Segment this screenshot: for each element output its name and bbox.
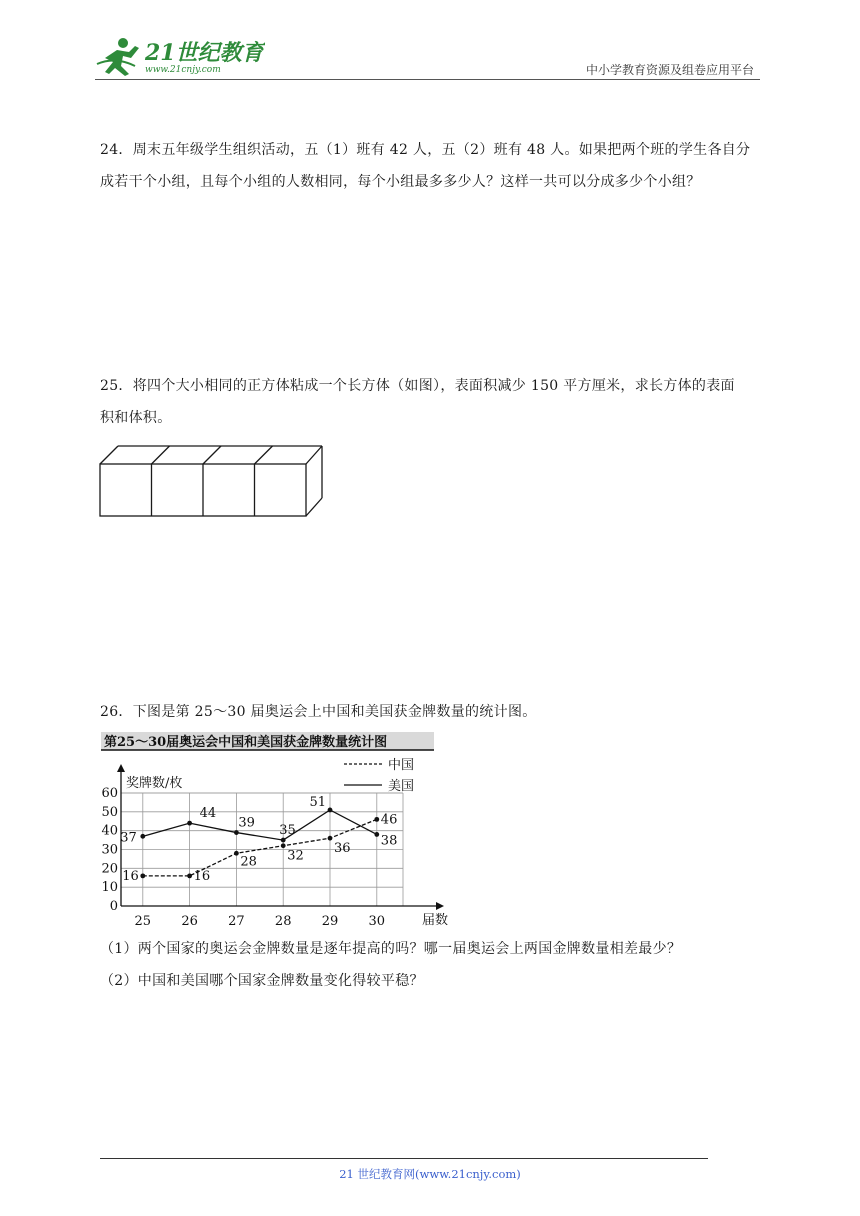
runner-icon — [97, 38, 139, 76]
data-label: 36 — [334, 841, 351, 857]
chart-title: 第25～30届奥运会中国和美国获金牌数量统计图 — [104, 735, 388, 750]
question-26-sub1: （1）两个国家的奥运会金牌数量是逐年提高的吗？哪一届奥运会上两国金牌数量相差最少？ — [100, 941, 682, 957]
logo-text: 21世纪教育 — [145, 40, 264, 66]
data-label: 35 — [279, 823, 296, 839]
footer-text: 21 世纪教育网(www.21cnjy.com) — [339, 1167, 521, 1181]
data-point — [234, 851, 239, 856]
x-tick-label: 29 — [321, 914, 339, 929]
x-axis-arrow — [436, 902, 444, 910]
x-axis-label: 届数 — [422, 913, 449, 928]
question-24 — [100, 134, 770, 198]
y-axis-arrow — [117, 764, 125, 772]
data-label: 51 — [309, 794, 326, 810]
question-26-subs — [100, 933, 770, 997]
data-point — [140, 873, 145, 878]
y-tick-label: 0 — [109, 899, 118, 914]
data-label: 44 — [199, 806, 217, 822]
data-point — [328, 836, 333, 841]
y-tick-label: 50 — [101, 804, 118, 820]
question-25 — [100, 370, 770, 434]
data-label: 38 — [380, 833, 398, 849]
question-25-line2: 积和体积。 — [100, 410, 172, 426]
question-24-line1: 24．周末五年级学生组织活动，五（1）班有 42 人，五（2）班有 48 人。如果把两个班的学生各自分 — [100, 142, 751, 158]
medal-chart — [96, 730, 466, 934]
question-26-intro-text: 26．下图是第 25～30 届奥运会上中国和美国获金牌数量的统计图。 — [100, 704, 537, 720]
y-tick-label: 30 — [101, 842, 118, 858]
y-tick-label: 20 — [101, 861, 118, 877]
x-tick-label: 30 — [368, 914, 386, 929]
data-point — [234, 830, 239, 835]
data-point — [281, 843, 286, 848]
data-point — [281, 838, 286, 843]
series-line-usa — [143, 810, 377, 840]
y-tick-label: 40 — [101, 823, 118, 839]
data-label: 37 — [120, 830, 137, 846]
chart-series — [120, 795, 397, 884]
chart-grid — [121, 793, 403, 906]
data-point — [187, 821, 192, 826]
y-axis-label: 奖牌数/枚 — [126, 776, 183, 791]
cuboid-figure — [98, 444, 328, 524]
data-label: 32 — [287, 848, 304, 864]
data-label: 16 — [122, 868, 139, 884]
legend-label: 美国 — [388, 779, 415, 794]
platform-label: 中小学教育资源及组卷应用平台 — [585, 63, 754, 77]
logo-url: www.21cnjy.com — [145, 65, 221, 75]
chart-legend — [344, 757, 414, 794]
data-point — [140, 834, 145, 839]
data-label: 28 — [240, 854, 257, 870]
data-point — [374, 832, 379, 837]
data-label: 46 — [380, 812, 398, 828]
medal-chart-svg — [96, 730, 466, 930]
x-tick-label: 26 — [181, 914, 198, 929]
header-divider — [95, 79, 760, 80]
x-tick-label: 27 — [228, 914, 245, 929]
x-tick-label: 28 — [274, 914, 292, 929]
question-26-sub2: （2）中国和美国哪个国家金牌数量变化得较平稳？ — [100, 973, 424, 989]
data-point — [328, 808, 333, 813]
question-24-line2: 成若干个小组，且每个小组的人数相同，每个小组最多多少人？这样一共可以分成多少个小组？ — [100, 174, 701, 190]
x-tick-label: 25 — [134, 914, 152, 929]
data-label: 39 — [238, 815, 255, 831]
question-25-line1: 25．将四个大小相同的正方体粘成一个长方体（如图），表面积减少 150 平方厘米，求长方体的表面 — [100, 378, 735, 394]
y-tick-label: 60 — [101, 786, 118, 801]
data-point — [187, 873, 192, 878]
question-26-intro — [100, 696, 770, 728]
data-point — [374, 817, 379, 822]
data-label: 16 — [193, 868, 211, 884]
legend-label: 中国 — [388, 758, 415, 773]
y-tick-label: 10 — [101, 880, 118, 896]
footer-divider — [100, 1158, 708, 1159]
site-logo — [95, 36, 265, 78]
